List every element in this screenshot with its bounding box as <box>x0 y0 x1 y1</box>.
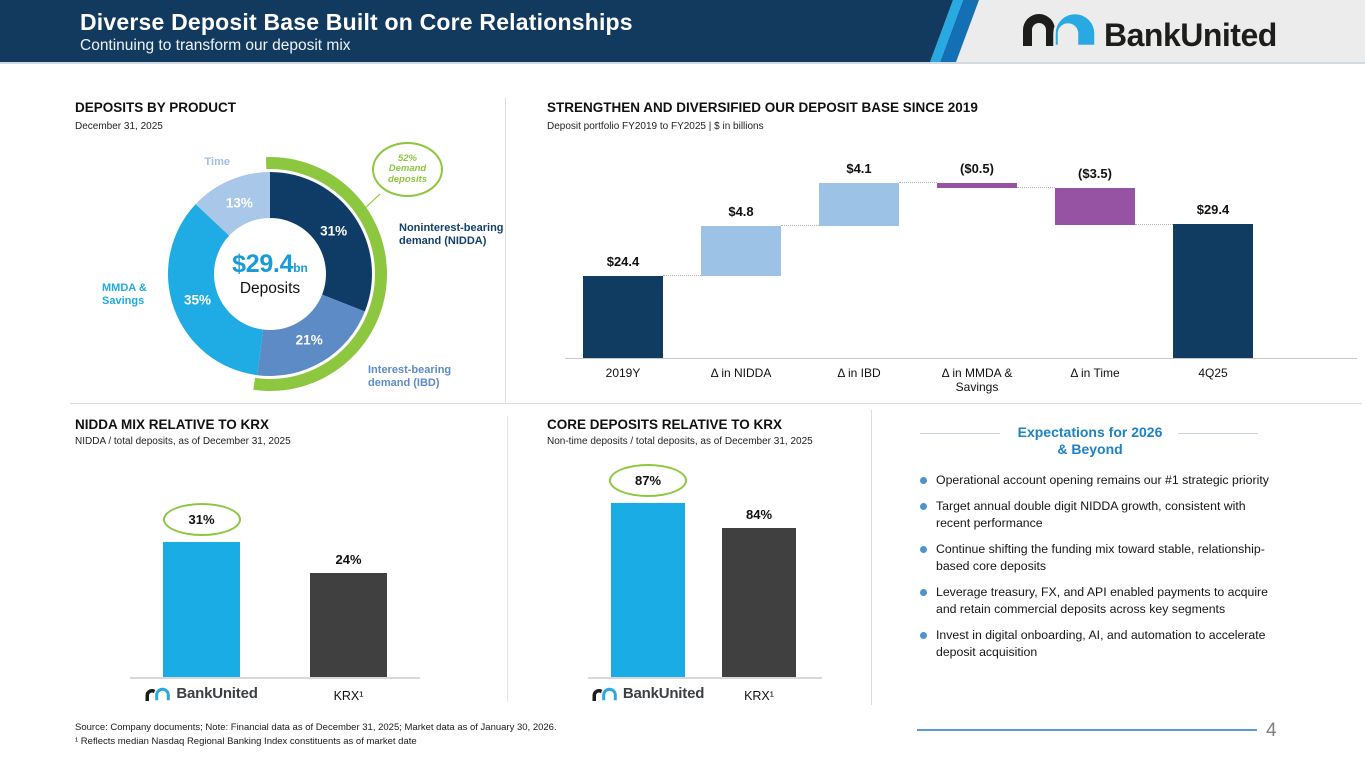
bullet-dot-icon <box>920 632 927 639</box>
waterfall-bar-1 <box>701 226 781 276</box>
bar-value-label: 24% <box>335 551 362 567</box>
waterfall-value-label: $4.8 <box>728 204 754 219</box>
page-number: 4 <box>1266 720 1277 741</box>
callout-line-2: Demand <box>388 163 427 175</box>
compare-bar-1-1 <box>722 528 796 678</box>
compare-bar-1-0 <box>611 503 685 678</box>
expectations-bullet-0 <box>920 472 1272 489</box>
donut-percent-label: 21% <box>295 332 323 348</box>
waterfall-x-label: Δ in Time <box>1070 366 1120 380</box>
highlight-oval <box>163 503 241 536</box>
waterfall-bar-0 <box>583 276 663 358</box>
expectations-title <box>1000 424 1180 458</box>
bullet-text: Invest in digital onboarding, AI, and automation to accelerate deposit acquisition <box>936 628 1266 659</box>
bar-x-label: KRX¹ <box>744 689 774 703</box>
footer-footnote: ¹ Reflects median Nasdaq Regional Banking Index constituents as of market date <box>75 736 417 747</box>
bar-value-label: 31% <box>188 511 215 527</box>
waterfall-value-label: $4.1 <box>846 161 872 177</box>
expectations-title-line2: & Beyond <box>1057 441 1123 457</box>
nidda-panel-subtitle: NIDDA / total deposits, as of December 31, 2025 <box>75 436 291 447</box>
expectations-bullet-1 <box>920 498 1272 532</box>
total-deposits-label: Deposits <box>239 280 301 297</box>
waterfall-x-label: Δ in MMDA & Savings <box>941 366 1013 394</box>
bar-value-label: 87% <box>634 473 662 489</box>
waterfall-connector <box>899 182 937 183</box>
bullet-dot-icon <box>920 503 927 510</box>
expectations-title-line1: Expectations for 2026 <box>1017 424 1163 440</box>
bar-value-label: 84% <box>745 507 773 523</box>
logo-arch-cyan-icon <box>155 687 171 701</box>
donut-label-ibd: Interest-bearing demand (IBD) <box>368 364 452 389</box>
waterfall-x-label: Δ in IBD <box>837 366 881 380</box>
donut-percent-label: 31% <box>320 223 348 239</box>
waterfall-connector <box>663 275 701 276</box>
waterfall-connector <box>781 225 819 226</box>
expectations-bullet-3 <box>920 584 1272 618</box>
bullet-dot-icon <box>920 589 927 596</box>
bar-x-label-brand <box>127 685 277 702</box>
bar-axis-line-0 <box>130 677 420 679</box>
bullet-text: Continue shifting the funding mix toward stable, relationship-based core deposits <box>936 542 1265 573</box>
footer-accent-line <box>917 729 1257 731</box>
waterfall-x-label: 4Q25 <box>1198 366 1228 380</box>
core-panel-subtitle: Non-time deposits / total deposits, as of December 31, 2025 <box>547 436 813 447</box>
waterfall-value-label: ($0.5) <box>960 161 994 177</box>
compare-bar-0-1 <box>310 573 387 678</box>
waterfall-connector <box>1017 187 1055 188</box>
waterfall-value-label: $24.4 <box>606 254 640 270</box>
bar-axis-line-1 <box>588 677 822 679</box>
waterfall-bar-2 <box>819 183 899 226</box>
donut-label-time: Time <box>204 156 230 168</box>
bankunited-logo-small <box>592 686 619 702</box>
core-panel-title: CORE DEPOSITS RELATIVE TO KRX <box>547 417 783 432</box>
waterfall-bar-3 <box>937 183 1017 188</box>
brand-wordmark: BankUnited <box>1104 17 1277 53</box>
callout-line-1: 52% <box>397 152 417 164</box>
slide-title: Diverse Deposit Base Built on Core Relationships <box>80 9 633 35</box>
nidda-panel-title: NIDDA MIX RELATIVE TO KRX <box>75 417 270 432</box>
donut-percent-label: 13% <box>225 195 253 211</box>
brand-label-text: BankUnited <box>176 685 258 702</box>
bar-x-label: KRX¹ <box>333 689 364 703</box>
brand-label-text: BankUnited <box>622 685 705 702</box>
bullet-text: Target annual double digit NIDDA growth, consistent with recent performance <box>936 499 1246 530</box>
waterfall-value-label: ($3.5) <box>1078 166 1112 182</box>
expectations-bullet-4 <box>920 627 1272 661</box>
expectations-bullet-list <box>920 472 1272 670</box>
waterfall-panel-title: STRENGTHEN AND DIVERSIFIED OUR DEPOSIT BASE SINCE 2019 <box>547 100 978 115</box>
total-deposits-value: $29.4 <box>232 250 294 278</box>
donut-label-nidda: Noninterest-bearing demand (NIDDA) <box>399 222 504 247</box>
waterfall-x-label: Δ in NIDDA <box>710 366 772 380</box>
waterfall-x-label: 2019Y <box>605 366 641 380</box>
donut-percent-label: 35% <box>184 292 212 308</box>
bullet-dot-icon <box>920 546 927 553</box>
expectations-rule-left <box>920 433 1000 434</box>
bullet-text: Leverage treasury, FX, and API enabled payments to acquire and retain commercial deposits across key segments <box>936 585 1268 616</box>
bullet-text: Operational account opening remains our #1 strategic priority <box>936 473 1269 487</box>
slide-subtitle: Continuing to transform our deposit mix <box>80 37 351 54</box>
highlight-oval <box>609 464 687 497</box>
bullet-dot-icon <box>920 477 927 484</box>
waterfall-connector <box>1135 224 1173 225</box>
donut-panel-subtitle: December 31, 2025 <box>75 121 163 132</box>
footer-source: Source: Company documents; Note: Financial data as of December 31, 2025; Market data as of January 30, 2026. <box>75 722 557 733</box>
expectations-rule-right <box>1178 433 1258 434</box>
waterfall-panel-subtitle: Deposit portfolio FY2019 to FY2025 | $ in billions <box>547 121 764 132</box>
waterfall-bar-4 <box>1055 188 1135 225</box>
compare-bar-0-0 <box>163 542 240 678</box>
waterfall-value-label: $29.4 <box>1196 201 1230 217</box>
waterfall-bar-5 <box>1173 224 1253 358</box>
bankunited-logo-small <box>145 686 172 702</box>
callout-line-3: deposits <box>387 173 428 185</box>
donut-label-mmda: MMDA & Savings <box>102 282 147 307</box>
expectations-bullet-2 <box>920 541 1272 575</box>
total-deposits-unit: bn <box>293 261 308 275</box>
logo-arch-cyan-icon <box>601 687 617 701</box>
bar-x-label-brand <box>573 685 723 702</box>
waterfall-axis-line <box>565 358 1357 359</box>
donut-panel-title: DEPOSITS BY PRODUCT <box>75 100 237 115</box>
